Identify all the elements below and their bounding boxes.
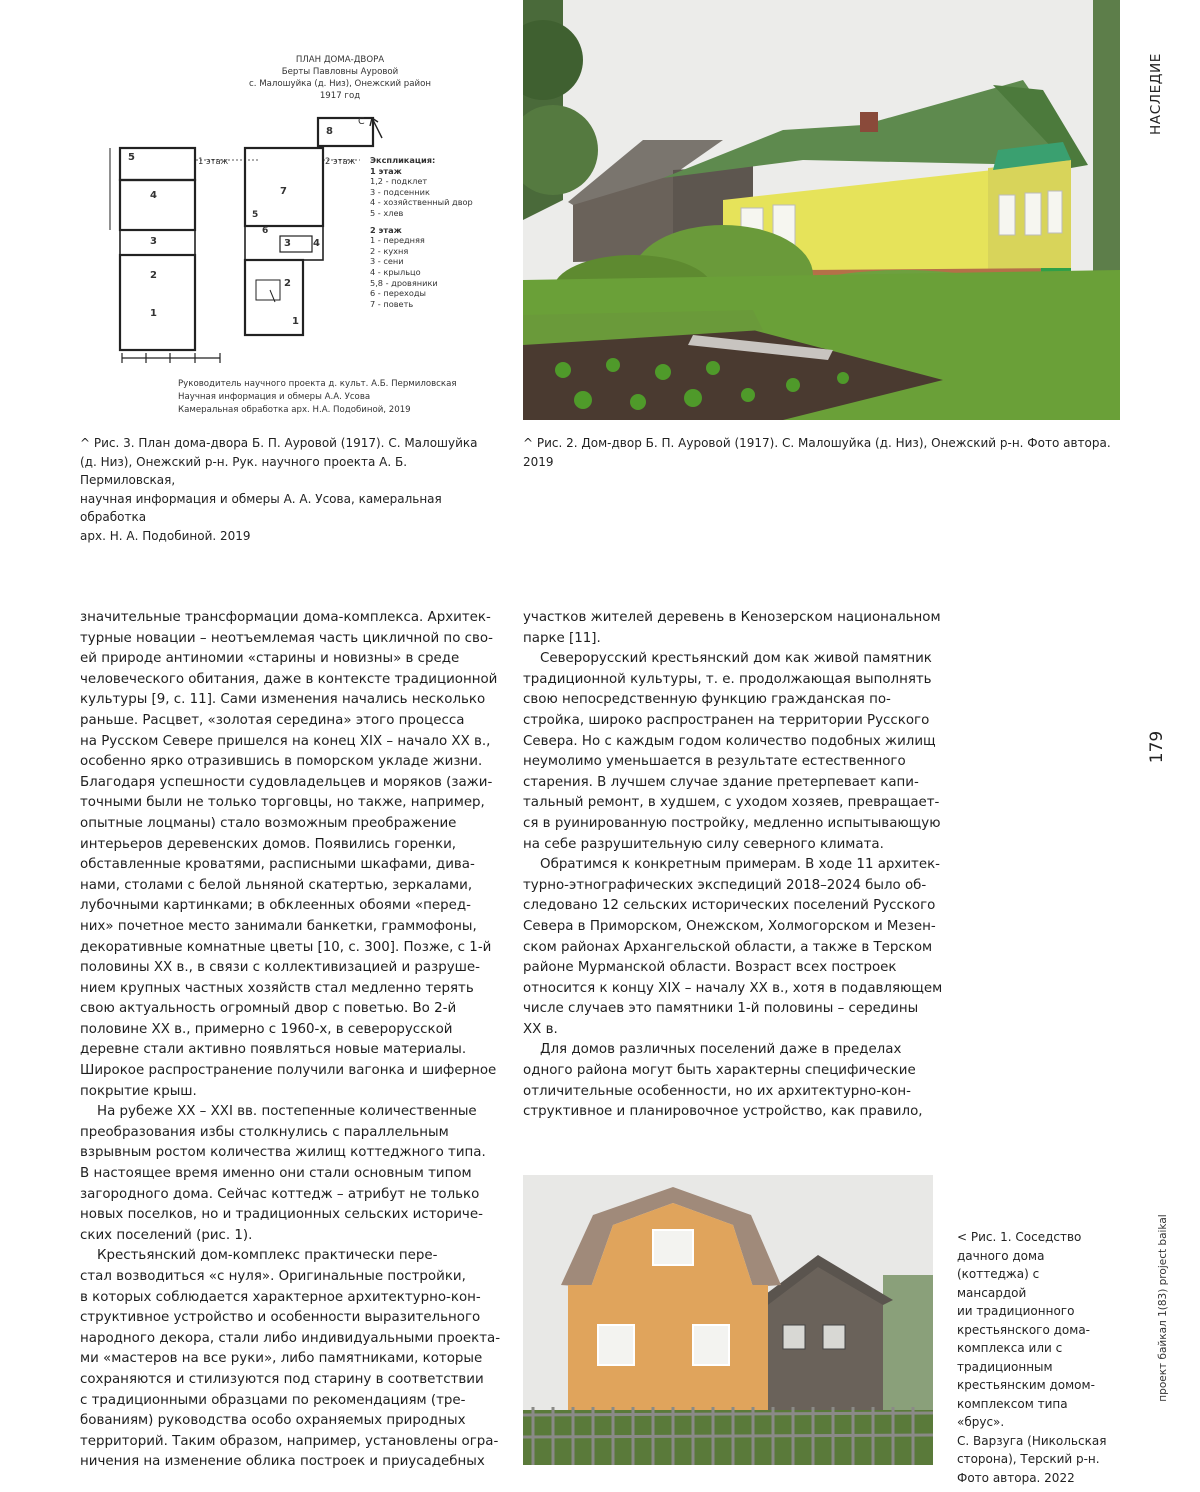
- legend-item: 1 - передняя: [370, 235, 500, 246]
- text-line: ском районах Архангельской области, а также в Терском: [523, 938, 943, 959]
- text-line: взрывным ростом количества жилищ коттеджного типа.: [80, 1143, 500, 1164]
- text-line: Обратимся к конкретным примерам. В ходе 11 архитек-: [523, 855, 943, 876]
- text-line: ских поселений (рис. 1).: [80, 1226, 500, 1247]
- text-line: участков жителей деревень в Кенозерском национальном: [523, 608, 943, 629]
- text-line: опытные лоцманы) стало возможным преображение: [80, 814, 500, 835]
- room-number: 8: [326, 126, 333, 137]
- plan-title-line: с. Малошуйка (д. Низ), Онежский район: [220, 78, 460, 90]
- room-number: 5: [252, 210, 258, 220]
- text-line: Широкое распространение получили вагонка и шиферное: [80, 1061, 500, 1082]
- text-line: ничения на изменение облика построек и приусадебных: [80, 1452, 500, 1473]
- legend-item: 6 - переходы: [370, 288, 500, 299]
- legend-item: 4 - хозяйственный двор: [370, 197, 500, 208]
- text-line: Севера в Приморском, Онежском, Холмогорском и Мезен-: [523, 917, 943, 938]
- caption-line: крестьянским домом-: [957, 1376, 1112, 1395]
- text-line: нием крупных частных хозяйств стал медленно терять: [80, 979, 500, 1000]
- text-line: числе случаев это памятники 1-й половины – середины: [523, 999, 943, 1020]
- floor1-plan: [110, 148, 260, 350]
- room-number: 2: [150, 270, 157, 281]
- text-line: половины XX в., в связи с коллективизацией и разруше-: [80, 958, 500, 979]
- legend-item: 5 - хлев: [370, 208, 500, 219]
- caption-line: С. Варзуга (Никольская: [957, 1432, 1112, 1451]
- credit-line: Камеральная обработка арх. Н.А. Подобиной, 2019: [178, 404, 498, 417]
- caption-line: крестьянского дома-: [957, 1321, 1112, 1340]
- caption-line: < Рис. 1. Соседство: [957, 1228, 1112, 1247]
- caption-line: комплекса или с: [957, 1339, 1112, 1358]
- legend-item: 4 - крыльцо: [370, 267, 500, 278]
- caption-line: традиционным: [957, 1358, 1112, 1377]
- text-line: Благодаря успешности судовладельцев и моряков (зажи-: [80, 773, 500, 794]
- text-line: районе Мурманской области. Возраст всех построек: [523, 958, 943, 979]
- text-line: народного декора, стали либо индивидуальными проекта-: [80, 1329, 500, 1350]
- plan-title-line: 1917 год: [220, 90, 460, 102]
- north-label: С: [358, 116, 365, 127]
- caption-line: (д. Низ), Онежский р-н. Рук. научного проекта А. Б. Пермиловская,: [80, 453, 500, 490]
- north-arrow: [370, 118, 382, 138]
- text-line: XX в.: [523, 1020, 943, 1041]
- text-line: парке [11].: [523, 629, 943, 650]
- legend-item: 2 - кухня: [370, 246, 500, 257]
- text-line: В настоящее время именно они стали основным типом: [80, 1164, 500, 1185]
- text-line: стал возводиться «с нуля». Оригинальные постройки,: [80, 1267, 500, 1288]
- caption-line: ^ Рис. 3. План дома-двора Б. П. Ауровой (1917). С. Малошуйка: [80, 434, 500, 453]
- legend-item: 5,8 - дровяники: [370, 278, 500, 289]
- text-line: Для домов различных поселений даже в пределах: [523, 1040, 943, 1061]
- caption-line: (коттеджа) с мансардой: [957, 1265, 1112, 1302]
- room-number: 6: [262, 226, 268, 236]
- text-line: лубочными картинками; в обклеенных обоями «перед-: [80, 896, 500, 917]
- floor1-label: 1 этаж: [198, 156, 228, 166]
- room-number: 4: [313, 238, 320, 249]
- house-photo: [523, 0, 1120, 420]
- text-line: турно-этнографических экспедиций 2018–2024 было об-: [523, 876, 943, 897]
- text-line: одного района могут быть характерны специфические: [523, 1061, 943, 1082]
- text-line: на Русском Севере пришелся на конец XIX – начало XX в.,: [80, 732, 500, 753]
- text-line: Северорусский крестьянский дом как живой памятник: [523, 649, 943, 670]
- text-line: территорий. Таким образом, например, установлены огра-: [80, 1432, 500, 1453]
- room-number: 3: [284, 238, 291, 249]
- text-line: структивное и планировочное устройство, как правило,: [523, 1102, 943, 1123]
- caption-line: дачного дома: [957, 1247, 1112, 1266]
- caption-line: арх. Н. А. Подобиной. 2019: [80, 527, 500, 546]
- credit-line: Научная информация и обмеры А.А. Усова: [178, 391, 498, 404]
- room-number: 1: [150, 308, 157, 319]
- plan-title-line: Берты Павловны Ауровой: [220, 66, 460, 78]
- text-line: старения. В лучшем случае здание претерпевает капи-: [523, 773, 943, 794]
- text-line: в которых соблюдается характерное архитектурно-кон-: [80, 1288, 500, 1309]
- legend-title: Экспликация:: [370, 155, 500, 166]
- text-line: стройка, широко распространен на территории Русского: [523, 711, 943, 732]
- text-line: с традиционными образцами по рекомендациям (тре-: [80, 1391, 500, 1412]
- text-line: свою актуальность огромный двор с поветью. Во 2-й: [80, 999, 500, 1020]
- text-line: ся в руинированную постройку, медленно испытывающую: [523, 814, 943, 835]
- room-number: 4: [150, 190, 157, 201]
- room-number: 5: [128, 152, 135, 163]
- text-line: точными были не только торговцы, но также, например,: [80, 793, 500, 814]
- plan-credits: [178, 378, 498, 417]
- text-line: относится к концу XIX – началу XX в., хотя в подавляющем: [523, 979, 943, 1000]
- text-line: деревне стали активно появляться новые материалы.: [80, 1040, 500, 1061]
- text-line: тальный ремонт, в худшем, с уходом хозяев, превращает-: [523, 793, 943, 814]
- text-line: традиционной культуры, т. е. продолжающая выполнять: [523, 670, 943, 691]
- section-tag: НАСЛЕДИЕ: [1148, 44, 1168, 144]
- text-line: новых поселков, но и традиционных сельских историче-: [80, 1205, 500, 1226]
- text-line: Крестьянский дом-комплекс практически пере-: [80, 1246, 500, 1267]
- text-line: на себе разрушительную силу северного климата.: [523, 835, 943, 856]
- body-column-left: [80, 608, 500, 1473]
- text-line: сохраняются и стилизуются под старину в соответствии: [80, 1370, 500, 1391]
- text-line: ми «мастеров на все руки», либо памятниками, которые: [80, 1349, 500, 1370]
- text-line: обставленные кроватями, расписными шкафами, дива-: [80, 855, 500, 876]
- text-line: интерьеров деревенских домов. Появились горенки,: [80, 835, 500, 856]
- room-number: 1: [292, 316, 299, 327]
- caption-line: комплексом типа «брус».: [957, 1395, 1112, 1432]
- text-line: Севера. Но с каждым годом количество подобных жилищ: [523, 732, 943, 753]
- legend-item: 3 - подсенник: [370, 187, 500, 198]
- journal-footer: проект байкал 1(83) project baikal: [1157, 1198, 1173, 1418]
- plan-legend: [370, 155, 500, 309]
- text-line: турные новации – неотъемлемая часть цикличной по сво-: [80, 629, 500, 650]
- text-line: культуры [9, с. 11]. Сами изменения начались несколько: [80, 690, 500, 711]
- legend-item: 7 - поветь: [370, 299, 500, 310]
- text-line: структивное устройство и особенности выразительного: [80, 1308, 500, 1329]
- text-line: них» почетное место занимали банкетки, граммофоны,: [80, 917, 500, 938]
- plan-title-line: ПЛАН ДОМА-ДВОРА: [220, 54, 460, 66]
- floor-plan-figure: [80, 40, 500, 425]
- figure2-caption: ^ Рис. 2. Дом-двор Б. П. Ауровой (1917). С. Малошуйка (д. Низ), Онежский р-н. Фото автора. 2019: [523, 434, 1123, 471]
- text-line: человеческого обитания, даже в контексте традиционной: [80, 670, 500, 691]
- body-column-right: [523, 608, 943, 1123]
- text-line: особенно ярко отразившись в поморском укладе жизни.: [80, 752, 500, 773]
- room-number: 3: [150, 236, 157, 247]
- legend-floor2: 2 этаж: [370, 225, 500, 236]
- text-line: На рубеже XX – XXI вв. постепенные количественные: [80, 1102, 500, 1123]
- text-line: преобразования избы столкнулись с параллельным: [80, 1123, 500, 1144]
- text-line: нами, столами с белой льняной скатертью, зеркалами,: [80, 876, 500, 897]
- text-line: следовано 12 сельских исторических поселений Русского: [523, 896, 943, 917]
- legend-item: 1,2 - подклет: [370, 176, 500, 187]
- text-line: покрытие крыш.: [80, 1082, 500, 1103]
- figure3-caption: [80, 434, 500, 545]
- text-line: значительные трансформации дома-комплекса. Архитек-: [80, 608, 500, 629]
- credit-line: Руководитель научного проекта д. культ. А.Б. Пермиловская: [178, 378, 498, 391]
- text-line: отличительные особенности, но их архитектурно-кон-: [523, 1082, 943, 1103]
- caption-line: научная информация и обмеры А. А. Усова, камеральная обработка: [80, 490, 500, 527]
- cottage-photo-drawing: [523, 1175, 933, 1465]
- text-line: загородного дома. Сейчас коттедж – атрибут не только: [80, 1185, 500, 1206]
- cottage-photo: [523, 1175, 933, 1465]
- legend-floor1: 1 этаж: [370, 166, 500, 177]
- text-line: ей природе антиномии «старины и новизны» в среде: [80, 649, 500, 670]
- text-line: неумолимо уменьшается в результате естественного: [523, 752, 943, 773]
- caption-line: сторона), Терский р-н.: [957, 1450, 1112, 1469]
- legend-item: 3 - сени: [370, 256, 500, 267]
- scale-bar: [122, 353, 220, 363]
- figure1-caption: [957, 1228, 1112, 1487]
- caption-line: Фото автора. 2022: [957, 1469, 1112, 1488]
- room-number: 2: [284, 278, 291, 289]
- text-line: половине XX в., примерно с 1960-х, в северорусской: [80, 1020, 500, 1041]
- page-number: 179: [1147, 717, 1173, 777]
- caption-line: ии традиционного: [957, 1302, 1112, 1321]
- text-line: свою непосредственную функцию гражданская по-: [523, 690, 943, 711]
- floor2-label: 2 этаж: [325, 156, 355, 166]
- house-photo-drawing: [523, 0, 1120, 420]
- text-line: бованиям) руководства особо охраняемых природных: [80, 1411, 500, 1432]
- room-number: 7: [280, 186, 287, 197]
- text-line: декоративные комнатные цветы [10, с. 300]. Позже, с 1-й: [80, 938, 500, 959]
- text-line: раньше. Расцвет, «золотая середина» этого процесса: [80, 711, 500, 732]
